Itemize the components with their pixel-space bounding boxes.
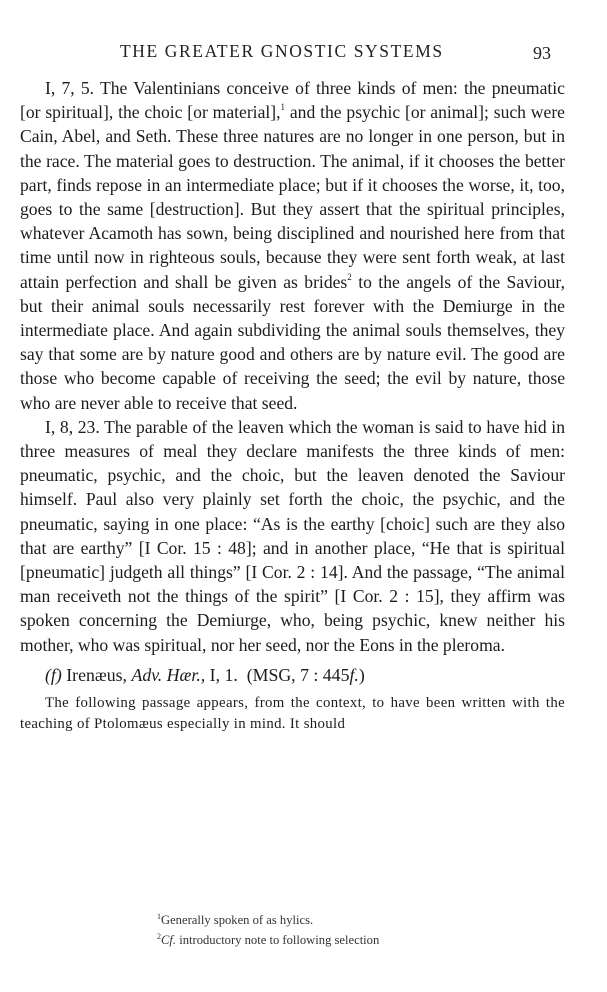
footnote-text: Generally spoken of as hylics. xyxy=(161,913,314,928)
body-text xyxy=(20,76,565,734)
section-citation: (MSG, 7 : 445 xyxy=(246,664,350,685)
section-heading xyxy=(20,663,565,687)
footnote-1 xyxy=(157,909,577,929)
section-citation-f: f. xyxy=(349,664,359,685)
footnote-marker: 1 xyxy=(280,102,286,113)
paragraph-text: The parable of the leaven which the woman is said to have hid in three measures of meal they declare manifests the three kinds of men: pneumatic, psychic, and the choic, but the leaven denoted the Saviour himself. Paul also very plainly set forth the choic, the psychic, and the pneumatic, saying in one place: “As is the earthy [choic] such are they also that are earthy” [I Cor. 15 : 48]; and in another place, “He that is spiritual [pneumatic] judgeth all things” [I Cor. 2 : 14]. And the passage, “The animal man receiveth not the things of the spirit” [I Cor. 2 : 15], they affirm was spoken concerning the Demiurge, who, being psychic, knew neither his mother, who was spiritual, nor her seed, nor the Eons in the pleroma. xyxy=(20,416,565,655)
paragraph-i-8-23 xyxy=(20,415,565,657)
footnote-mark: 2 xyxy=(157,931,161,941)
footnote-2 xyxy=(157,929,577,949)
footnote-prefix: Cf. xyxy=(161,932,177,947)
footnotes xyxy=(157,909,577,948)
citation-ref: I, 7, 5. xyxy=(45,78,95,98)
section-citation-close: ) xyxy=(358,664,365,685)
citation-ref: I, 8, 23. xyxy=(45,416,100,437)
paragraph-text: and the psychic [or animal]; such were Cain, Abel, and Seth. These three natures are no longer in one person, but in the race. The material goes to destruction. The animal, if it chooses the better part, finds repose in an intermediate place; but if it chooses the worse, it, too, goes to the same [destruction]. But they assert that the spiritual principles, whatever Acamoth has sown, being disciplined and nourished here from that time until now in righteous souls, because they were sent forth weak, at last attain perfection and shall be given as brides xyxy=(20,102,565,292)
running-head xyxy=(0,41,607,67)
footnote-marker: 2 xyxy=(347,271,352,282)
section-label: (f) xyxy=(45,664,62,685)
section-author: Irenæus, xyxy=(66,664,127,685)
paragraph-i-7-5 xyxy=(20,76,565,415)
section-work: Adv. Hær., xyxy=(131,664,206,685)
running-title: THE GREATER GNOSTIC SYSTEMS xyxy=(120,41,444,61)
intro-note: The following passage appears, from the context, to have been written with the teaching of Ptolomæus especially in mind. It should xyxy=(20,695,565,732)
section-loc: I, 1. xyxy=(209,664,238,685)
footnote-mark: 1 xyxy=(157,912,161,921)
footnote-text: introductory note to following selection xyxy=(179,932,380,947)
paragraph-text: to the angels of the Saviour, but their animal souls necessarily rest forever with the Demiurge in the intermediate place. And again subdividing the animal souls themselves, they say that some are by nature good and others are by nature evil. The good are those who become capable of receiving the seed; the evil by nature, those who are never able to receive that seed. xyxy=(20,271,565,413)
page-number: 93 xyxy=(533,43,551,63)
paragraph-text: The Valentinians conceive of three kinds of men: the pneumatic [or spiritual], the choic [or material], xyxy=(20,78,565,123)
